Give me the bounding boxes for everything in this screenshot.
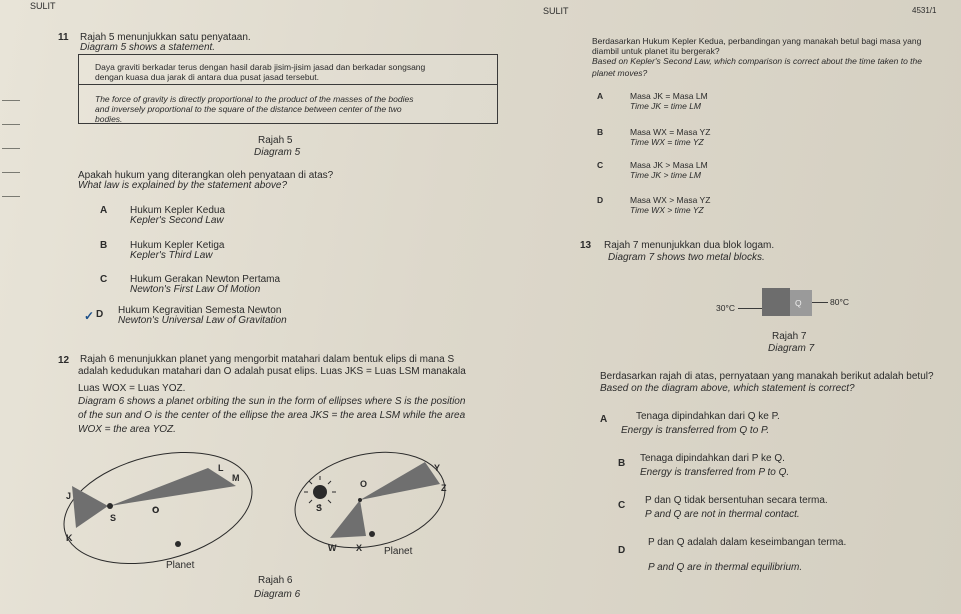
q12-question-ms-2: diambil untuk planet itu bergerak? — [592, 46, 720, 56]
label-L: L — [218, 463, 224, 473]
q13-option-a-letter[interactable]: A — [600, 414, 608, 425]
q12-question-en-2: planet moves? — [592, 68, 648, 78]
label-O-left: O — [152, 505, 160, 515]
temp-pointer-right — [812, 302, 828, 303]
q13-option-a-ms[interactable]: Tenaga dipindahkan dari Q ke P. — [636, 411, 780, 422]
q12-option-d-en[interactable]: Time WX > time YZ — [630, 205, 704, 215]
q12-option-a-letter[interactable]: A — [597, 91, 604, 101]
q11-statement-en-1: The force of gravity is directly proportional to the product of the masses of the bodies — [95, 94, 414, 104]
q11-caption-ms: Rajah 5 — [258, 135, 293, 146]
q13-option-d-ms[interactable]: P dan Q adalah dalam keseimbangan terma. — [648, 537, 847, 548]
q13-option-d-en[interactable]: P and Q are in thermal equilibrium. — [648, 562, 803, 573]
q12-option-c-letter[interactable]: C — [597, 160, 604, 170]
diagram-6-right — [290, 448, 450, 568]
sun-icon — [107, 503, 113, 509]
temp-label-right: 80°C — [830, 297, 849, 307]
block-q-label: Q — [795, 298, 802, 308]
header-center: SULIT — [543, 6, 569, 16]
label-X: X — [356, 543, 363, 553]
q13-option-d-letter[interactable]: D — [618, 545, 626, 556]
q13-option-c-en[interactable]: P and Q are not in thermal contact. — [645, 509, 800, 520]
q11-option-d-letter[interactable]: D — [96, 309, 104, 320]
q13-question-ms: Berdasarkan rajah di atas, pernyataan yang manakah berikut adalah betul? — [600, 371, 934, 382]
q13-option-c-letter[interactable]: C — [618, 500, 626, 511]
header-left: SULIT — [30, 1, 56, 11]
label-J: J — [66, 491, 72, 501]
answer-checkmark-icon: ✓ — [84, 309, 95, 323]
q12-question-en-1: Based on Kepler's Second Law, which comparison is correct about the time taken to the — [592, 56, 923, 66]
planet-label-left: Planet — [166, 560, 195, 571]
q12-option-b-ms[interactable]: Masa WX = Masa YZ — [630, 127, 711, 137]
q13-number: 13 — [580, 240, 592, 251]
q11-option-b-ms[interactable]: Hukum Kepler Ketiga — [130, 240, 225, 251]
q12-line-ms-1: Rajah 6 menunjukkan planet yang mengorbit matahari dalam bentuk elips di mana S — [80, 354, 455, 365]
q12-option-d-ms[interactable]: Masa WX > Masa YZ — [630, 195, 711, 205]
margin-tick — [2, 124, 20, 125]
q11-option-d-ms[interactable]: Hukum Kegravitian Semesta Newton — [118, 305, 282, 316]
q11-option-a-letter[interactable]: A — [100, 205, 108, 216]
q12-option-a-ms[interactable]: Masa JK = Masa LM — [630, 91, 708, 101]
sun-icon — [313, 485, 327, 499]
label-W: W — [328, 543, 337, 553]
q12-line-en-1: Diagram 6 shows a planet orbiting the sun in the form of ellipses where S is the position — [78, 396, 466, 407]
q11-option-b-letter[interactable]: B — [100, 240, 108, 251]
q13-intro-en: Diagram 7 shows two metal blocks. — [608, 252, 765, 263]
q12-option-c-ms[interactable]: Masa JK > Masa LM — [630, 160, 708, 170]
q12-question-ms-1: Berdasarkan Hukum Kepler Kedua, perbandingan yang manakah betul bagi masa yang — [592, 36, 922, 46]
margin-tick — [2, 148, 20, 149]
q12-option-b-letter[interactable]: B — [597, 127, 604, 137]
label-S-left: S — [110, 513, 117, 523]
q12-option-c-en[interactable]: Time JK > time LM — [630, 170, 702, 180]
label-Z: Z — [441, 483, 447, 493]
metal-block-p — [762, 288, 790, 316]
planet-icon — [369, 531, 375, 537]
q11-statement-ms-1: Daya graviti berkadar terus dengan hasil darab jisim-jisim jasad dan berkadar songsang — [95, 62, 426, 72]
label-Y: Y — [434, 463, 441, 473]
planet-label-right: Planet — [384, 546, 413, 557]
q13-option-c-ms[interactable]: P dan Q tidak bersentuhan secara terma. — [645, 495, 828, 506]
q13-option-b-letter[interactable]: B — [618, 458, 626, 469]
q11-option-b-en[interactable]: Kepler's Third Law — [130, 250, 213, 261]
q11-option-c-ms[interactable]: Hukum Gerakan Newton Pertama — [130, 274, 281, 285]
q11-question-ms: Apakah hukum yang diterangkan oleh penyataan di atas? — [78, 170, 334, 181]
q12-line-en-3: WOX = the area YOZ. — [78, 424, 176, 435]
temp-label-left: 30°C — [716, 303, 735, 313]
label-S-right: S — [316, 503, 323, 513]
temp-pointer-left — [738, 308, 762, 309]
q11-statement-ms-2: dengan kuasa dua jarak di antara dua pusat jasad tersebut. — [95, 72, 319, 82]
q13-intro-ms: Rajah 7 menunjukkan dua blok logam. — [604, 240, 775, 251]
q11-intro-en: Diagram 5 shows a statement. — [80, 42, 216, 53]
margin-tick — [2, 196, 20, 197]
q11-intro-ms: Rajah 5 menunjukkan satu penyataan. — [80, 32, 251, 43]
label-K: K — [66, 533, 73, 543]
q12-option-a-en[interactable]: Time JK = time LM — [630, 101, 702, 111]
q13-option-b-en[interactable]: Energy is transferred from P to Q. — [640, 467, 790, 478]
margin-tick — [2, 100, 20, 101]
q11-statement-divider — [78, 84, 498, 85]
q11-caption-en: Diagram 5 — [254, 147, 301, 158]
q11-option-c-en[interactable]: Newton's First Law Of Motion — [130, 284, 261, 295]
q12-caption-ms: Rajah 6 — [258, 575, 293, 586]
q11-option-d-en[interactable]: Newton's Universal Law of Gravitation — [118, 315, 287, 326]
q13-caption-ms: Rajah 7 — [772, 331, 807, 342]
q13-question-en: Based on the diagram above, which statement is correct? — [600, 383, 855, 394]
q13-option-a-en[interactable]: Energy is transferred from Q to P. — [621, 425, 770, 436]
area-jks — [72, 486, 108, 528]
planet-icon — [175, 541, 181, 547]
q11-question-en: What law is explained by the statement above? — [78, 180, 288, 191]
area-yoz — [360, 462, 440, 500]
q12-option-d-letter[interactable]: D — [597, 195, 604, 205]
q12-caption-en: Diagram 6 — [254, 589, 301, 600]
q11-statement-en-2: and inversely proportional to the square of the distance between center of the two — [95, 104, 402, 114]
margin-tick — [2, 172, 20, 173]
label-M: M — [232, 473, 240, 483]
q12-number: 12 — [58, 355, 70, 366]
header-right: 4531/1 — [912, 6, 937, 15]
q12-line-en-2: of the sun and O is the center of the ellipse the area JKS = the area LSM while the area — [78, 410, 466, 421]
q13-caption-en: Diagram 7 — [768, 343, 815, 354]
center-point-icon — [358, 498, 362, 502]
area-wox — [330, 500, 366, 538]
q11-option-c-letter[interactable]: C — [100, 274, 108, 285]
q13-option-b-ms[interactable]: Tenaga dipindahkan dari P ke Q. — [640, 453, 785, 464]
q12-option-b-en[interactable]: Time WX = time YZ — [630, 137, 704, 147]
q11-number: 11 — [58, 32, 69, 43]
label-O-right: O — [360, 479, 368, 489]
q12-line-ms-2: adalah kedudukan matahari dan O adalah pusat elips. Luas JKS = Luas LSM manakala — [78, 366, 466, 377]
q11-statement-en-3: bodies. — [95, 114, 123, 124]
q11-option-a-ms[interactable]: Hukum Kepler Kedua — [130, 205, 226, 216]
q11-option-a-en[interactable]: Kepler's Second Law — [130, 215, 224, 226]
q12-line-ms-3: Luas WOX = Luas YOZ. — [78, 383, 186, 394]
